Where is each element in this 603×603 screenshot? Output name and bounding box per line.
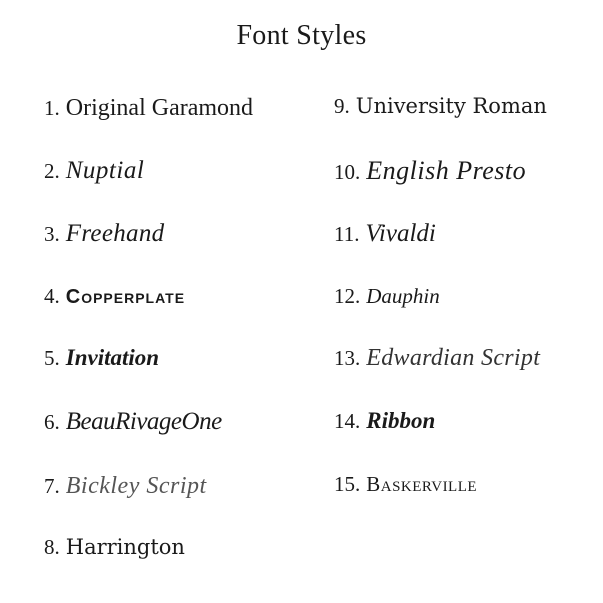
font-item-beaurivageone <box>44 409 222 434</box>
font-item-university-roman <box>334 96 547 117</box>
font-item-freehand <box>44 221 164 246</box>
font-item-copperplate <box>44 286 185 307</box>
font-name: Vivaldi <box>365 220 436 247</box>
font-item-vivaldi <box>334 221 436 246</box>
font-item-ribbon <box>334 409 435 432</box>
font-item-edwardian-script <box>334 346 540 370</box>
font-name: Copperplate <box>65 286 186 308</box>
font-number: 13. <box>334 346 361 370</box>
font-name: Original Garamond <box>65 95 254 121</box>
font-item-nuptial <box>44 158 144 183</box>
font-item-invitation <box>44 346 159 369</box>
font-item-dauphin <box>334 286 440 307</box>
font-item-original-garamond <box>44 96 253 120</box>
font-name: Nuptial <box>65 157 145 184</box>
font-name: University Roman <box>355 94 547 118</box>
font-name: Baskerville <box>366 472 478 496</box>
font-number: 7. <box>44 474 60 498</box>
font-number: 5. <box>44 346 60 370</box>
font-number: 2. <box>44 159 60 183</box>
font-number: 15. <box>334 472 361 496</box>
font-item-bickley-script <box>44 474 207 498</box>
font-name: English Presto <box>366 156 527 185</box>
font-item-baskerville <box>334 474 477 495</box>
font-name: Dauphin <box>366 284 440 308</box>
font-number: 11. <box>334 222 360 246</box>
font-number: 8. <box>44 535 60 559</box>
font-name: BeauRivageOne <box>65 408 222 435</box>
font-item-english-presto <box>334 158 526 184</box>
font-name: Harrington <box>65 535 185 559</box>
font-item-harrington <box>44 537 185 558</box>
font-number: 3. <box>44 222 60 246</box>
font-name: Edwardian Script <box>366 345 541 371</box>
font-number: 12. <box>334 284 361 308</box>
font-name: Freehand <box>65 220 165 247</box>
font-number: 14. <box>334 409 361 433</box>
font-name: Ribbon <box>366 408 436 433</box>
font-name: Invitation <box>65 345 160 370</box>
font-number: 9. <box>334 94 350 118</box>
font-number: 1. <box>44 96 60 120</box>
font-name: Bickley Script <box>65 473 207 499</box>
font-number: 4. <box>44 284 60 308</box>
font-number: 10. <box>334 160 361 184</box>
font-number: 6. <box>44 410 60 434</box>
page-title: Font Styles <box>236 20 367 51</box>
